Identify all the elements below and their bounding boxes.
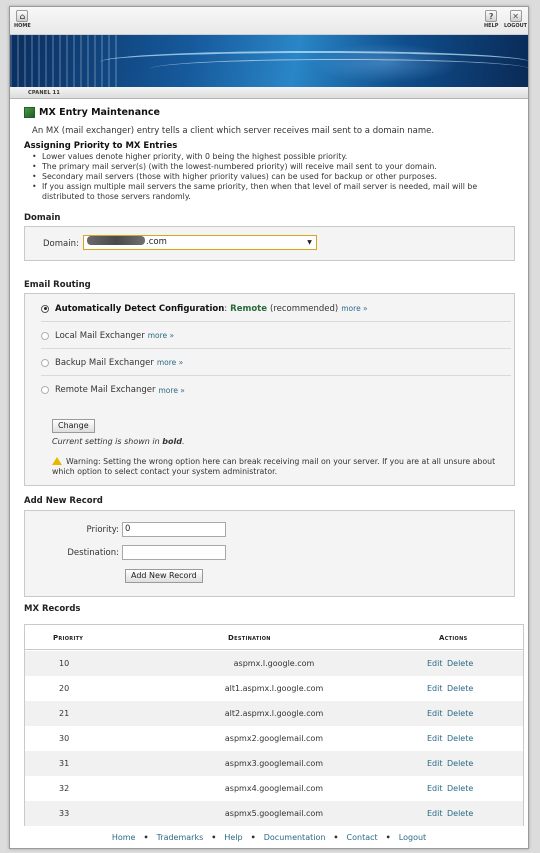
domain-panel — [24, 226, 515, 261]
delete-link[interactable]: Delete — [447, 734, 474, 743]
radio-option-local[interactable] — [41, 323, 511, 349]
warning-icon — [52, 457, 62, 465]
cell-priority: 30 — [59, 734, 70, 743]
add-new-record-button[interactable]: Add New Record — [125, 569, 203, 583]
footer-links — [10, 833, 528, 849]
priority-input[interactable]: 0 — [122, 522, 226, 537]
edit-link[interactable]: Edit — [427, 709, 443, 718]
priority-bullet-list — [31, 152, 511, 202]
more-link-auto[interactable]: more » — [341, 304, 368, 313]
mx-entry-icon — [24, 107, 35, 118]
column-header-destination: Destination — [228, 634, 271, 642]
page-intro: An MX (mail exchanger) entry tells a client which server receives mail sent to a domain name. — [32, 126, 435, 136]
footer-link-home[interactable]: Home — [111, 833, 136, 842]
delete-link[interactable]: Delete — [447, 809, 474, 818]
domain-heading: Domain — [24, 213, 61, 223]
redacted-domain — [87, 236, 145, 245]
mx-records-heading: MX Records — [24, 604, 81, 614]
logout-button[interactable] — [504, 10, 527, 29]
footer-separator: • — [250, 833, 256, 842]
help-icon: ? — [485, 10, 497, 22]
auto-detect-colon: : — [224, 303, 228, 314]
footer-separator: • — [333, 833, 339, 842]
cell-priority: 21 — [59, 709, 70, 718]
backup-label: Backup Mail Exchanger — [55, 357, 154, 368]
radio-backup[interactable] — [41, 359, 49, 367]
cell-priority: 33 — [59, 809, 70, 818]
cell-destination: aspmx.l.google.com — [233, 659, 315, 668]
home-button[interactable] — [14, 10, 31, 29]
footer-link-documentation[interactable]: Documentation — [263, 833, 326, 842]
footer-link-help[interactable]: Help — [224, 833, 243, 842]
cell-destination: aspmx5.googlemail.com — [224, 809, 324, 818]
cell-priority: 10 — [59, 659, 70, 668]
mx-records-table — [24, 624, 524, 826]
delete-link[interactable]: Delete — [447, 759, 474, 768]
edit-link[interactable]: Edit — [427, 659, 443, 668]
radio-auto-detect[interactable] — [41, 305, 49, 313]
breadcrumb-bar — [10, 87, 528, 99]
radio-option-backup[interactable] — [41, 350, 511, 376]
bullet-item: • The primary mail server(s) (with the lowest-numbered priority) will receive mail sent to your domain. — [31, 162, 511, 172]
radio-option-remote[interactable] — [41, 377, 511, 403]
help-label: HELP — [484, 23, 499, 29]
delete-link[interactable]: Delete — [447, 659, 474, 668]
remote-label: Remote Mail Exchanger — [55, 385, 156, 395]
delete-link[interactable]: Delete — [447, 684, 474, 693]
radio-remote[interactable] — [41, 386, 49, 394]
recommended-note: (recommended) — [270, 303, 339, 314]
change-button[interactable]: Change — [52, 419, 95, 433]
domain-select[interactable] — [83, 235, 317, 250]
edit-link[interactable]: Edit — [427, 734, 443, 743]
radio-option-auto-detect[interactable] — [41, 296, 511, 322]
help-button[interactable] — [484, 10, 498, 29]
email-routing-panel — [24, 293, 515, 486]
bullet-item: • If you assign multiple mail servers the same priority, then when that level of mail server is needed, mail will be distributed to those servers randomly. — [31, 182, 511, 202]
detected-remote-value: Remote — [230, 303, 267, 314]
domain-value: .com — [146, 237, 167, 247]
bullet-item: • Lower values denote higher priority, with 0 being the highest possible priority. — [31, 152, 511, 162]
cell-destination: aspmx2.googlemail.com — [224, 734, 324, 743]
footer-separator: • — [385, 833, 391, 842]
header-banner — [10, 35, 528, 87]
home-label: HOME — [14, 23, 31, 29]
home-icon: ⌂ — [16, 10, 28, 22]
destination-label: Destination: — [67, 548, 119, 558]
cell-priority: 32 — [59, 784, 70, 793]
assign-priority-heading: Assigning Priority to MX Entries — [24, 141, 178, 151]
destination-input[interactable] — [122, 545, 226, 560]
domain-label: Domain: — [43, 239, 79, 249]
cell-priority: 20 — [59, 684, 70, 693]
cell-destination: alt1.aspmx.l.google.com — [224, 684, 324, 693]
auto-detect-label: Automatically Detect Configuration — [55, 303, 225, 314]
add-record-panel — [24, 510, 515, 597]
current-setting-bold: bold — [162, 437, 182, 446]
add-record-heading: Add New Record — [24, 496, 103, 506]
table-header — [25, 625, 523, 650]
footer-separator: • — [143, 833, 149, 842]
logout-icon: ✕ — [510, 10, 522, 22]
top-toolbar — [10, 7, 528, 35]
more-link-local[interactable]: more » — [147, 331, 175, 340]
local-label: Local Mail Exchanger — [55, 330, 145, 341]
more-link-remote[interactable]: more » — [158, 385, 185, 395]
footer-separator: • — [211, 833, 217, 842]
table-row — [25, 751, 523, 776]
table-row — [25, 726, 523, 751]
delete-link[interactable]: Delete — [447, 709, 474, 718]
cell-destination: aspmx3.googlemail.com — [224, 759, 324, 768]
page-title — [24, 107, 160, 118]
edit-link[interactable]: Edit — [427, 809, 443, 818]
table-row — [25, 701, 523, 726]
breadcrumb[interactable]: CPANEL 11 — [28, 90, 61, 96]
edit-link[interactable]: Edit — [427, 784, 443, 793]
radio-local[interactable] — [41, 332, 49, 340]
table-row — [25, 801, 523, 826]
current-setting-note — [52, 437, 185, 446]
cell-priority: 31 — [59, 759, 70, 768]
footer-link-trademarks[interactable]: Trademarks — [156, 833, 204, 842]
chevron-down-icon[interactable]: ▼ — [307, 239, 312, 246]
delete-link[interactable]: Delete — [447, 784, 474, 793]
table-row — [25, 776, 523, 801]
warning-text: Warning: Setting the wrong option here can break receiving mail on your server. If you are at all unsure about which option to select contact your system administrator. — [52, 457, 496, 476]
column-header-actions: Actions — [439, 634, 468, 642]
footer-link-logout[interactable]: Logout — [398, 833, 427, 842]
footer-link-contact[interactable]: Contact — [346, 833, 378, 842]
cell-destination: alt2.aspmx.l.google.com — [224, 709, 324, 718]
cpanel-window — [9, 6, 529, 849]
page-title-text: MX Entry Maintenance — [39, 107, 160, 118]
email-routing-heading: Email Routing — [24, 280, 91, 290]
routing-warning — [52, 457, 512, 477]
bullet-item: • Secondary mail servers (those with higher priority values) can be used for backup or other purposes. — [31, 172, 511, 182]
priority-label: Priority: — [86, 525, 119, 535]
table-row — [25, 651, 523, 676]
current-setting-prefix: Current setting is shown in — [52, 437, 163, 446]
current-setting-suffix: . — [181, 437, 185, 446]
edit-link[interactable]: Edit — [427, 759, 443, 768]
logout-label: LOGOUT — [504, 23, 528, 29]
more-link-backup[interactable]: more » — [156, 358, 184, 367]
edit-link[interactable]: Edit — [427, 684, 443, 693]
table-row — [25, 676, 523, 701]
banner-wave-graphic-2 — [150, 59, 528, 79]
column-header-priority: Priority — [53, 634, 84, 642]
cell-destination: aspmx4.googlemail.com — [224, 784, 324, 793]
